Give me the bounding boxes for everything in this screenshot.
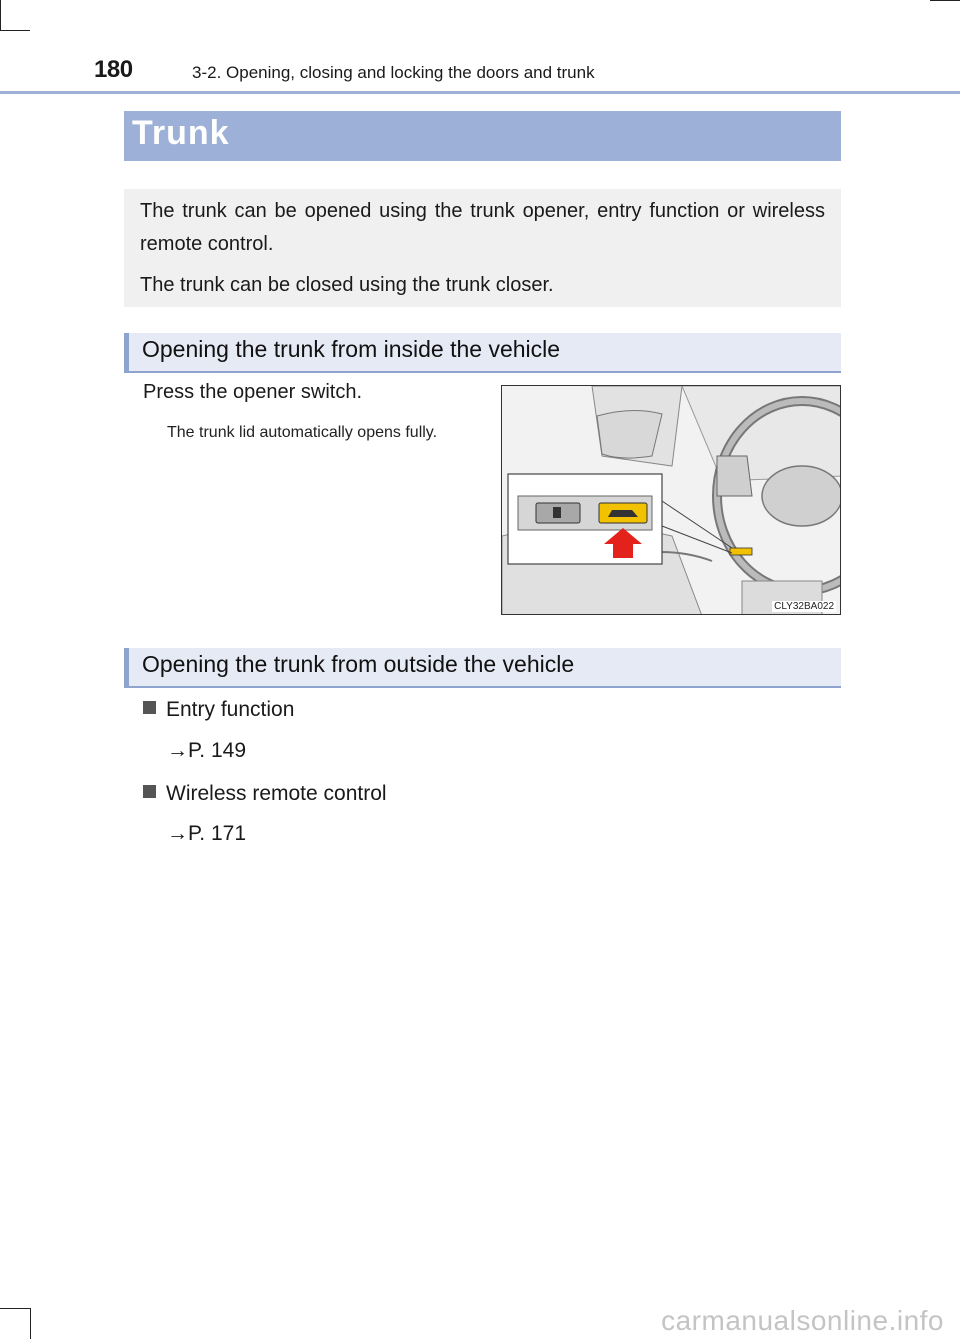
entry-function-ref: P. 149	[188, 739, 247, 762]
crop-mark	[0, 30, 30, 31]
intro-box	[124, 189, 841, 307]
header-rule	[0, 91, 960, 94]
opener-switch-location	[730, 548, 752, 555]
crop-mark	[930, 0, 960, 1]
opener-switch-figure	[501, 385, 841, 615]
title-bar	[124, 111, 841, 161]
arrow-right-icon: →	[167, 822, 188, 845]
dashboard-illustration	[502, 386, 841, 615]
crop-mark	[0, 1308, 30, 1309]
section-heading-inside	[124, 333, 841, 373]
wireless-remote-label: Wireless remote control	[166, 782, 387, 805]
list-item	[143, 698, 294, 722]
page-number: 180	[94, 56, 133, 83]
page-reference[interactable]	[167, 822, 246, 846]
wireless-remote-ref: P. 171	[188, 822, 247, 845]
page-header	[0, 50, 960, 96]
watermark: carmanualsonline.info	[661, 1305, 944, 1336]
section-heading-outside	[124, 648, 841, 688]
chapter-title: 3-2. Opening, closing and locking the doors and trunk	[192, 63, 595, 82]
entry-function-label: Entry function	[166, 698, 295, 721]
arrow-right-icon: →	[167, 739, 188, 762]
intro-line-2: The trunk can be closed using the trunk closer.	[140, 274, 554, 296]
list-item	[143, 782, 387, 806]
section-heading-outside-label: Opening the trunk from outside the vehicle	[142, 651, 575, 677]
bullet-square-icon	[143, 785, 156, 798]
page-reference[interactable]	[167, 739, 246, 763]
step-note: The trunk lid automatically opens fully.	[167, 424, 438, 441]
step-instruction: Press the opener switch.	[143, 381, 362, 403]
section-heading-inside-label: Opening the trunk from inside the vehicle	[142, 336, 561, 362]
intro-line-1: The trunk can be opened using the trunk opener, entry function or wireless remote control.	[140, 200, 825, 255]
figure-code: CLY32BA022	[774, 601, 834, 612]
crop-mark	[30, 1308, 31, 1339]
page-title: Trunk	[132, 114, 230, 152]
bullet-square-icon	[143, 701, 156, 714]
crop-mark	[0, 0, 1, 30]
